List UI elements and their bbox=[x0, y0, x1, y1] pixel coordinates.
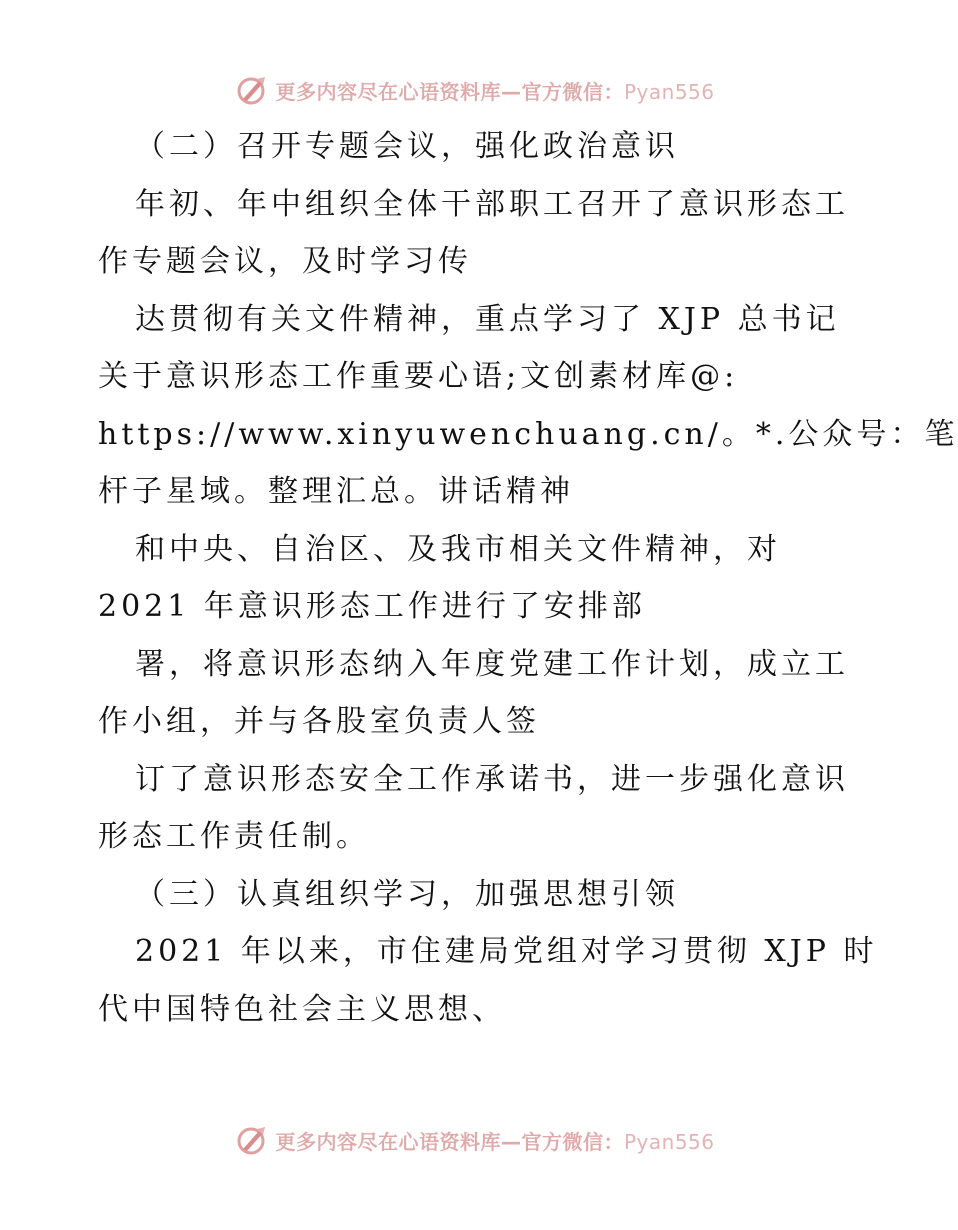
paragraph-line: 2021 年意识形态工作进行了安排部 bbox=[98, 589, 646, 624]
paragraph-line: 署，将意识形态纳入年度党建工作计划，成立工 bbox=[135, 646, 849, 682]
paragraph-line: 杆子星域。整理汇总。讲话精神 bbox=[98, 474, 574, 509]
quill-logo-icon bbox=[235, 1123, 269, 1157]
watermark-text: 更多内容尽在心语资料库—官方微信：Pyan556 bbox=[275, 1129, 715, 1154]
section-heading: （二）召开专题会议，强化政治意识 bbox=[135, 129, 679, 164]
quill-logo-icon bbox=[235, 73, 269, 107]
paragraph-line: 关于意识形态工作重要心语;文创素材库@: bbox=[98, 359, 739, 394]
header-watermark bbox=[0, 70, 950, 110]
paragraph-line: 达贯彻有关文件精神，重点学习了 XJP 总书记 bbox=[135, 301, 840, 337]
paragraph-line: 形态工作责任制。 bbox=[98, 819, 370, 854]
paragraph-line: 和中央、自治区、及我市相关文件精神，对 bbox=[135, 531, 781, 567]
paragraph-line: 作专题会议，及时学习传 bbox=[98, 244, 472, 279]
paragraph-line: 代中国特色社会主义思想、 bbox=[98, 991, 506, 1027]
document-body bbox=[98, 118, 958, 1038]
paragraph-line: 订了意识形态安全工作承诺书，进一步强化意识 bbox=[135, 761, 849, 797]
paragraph-line: https://www.xinyuwenchuang.cn/。*.公众号：笔 bbox=[98, 416, 958, 452]
paragraph-line: 年初、年中组织全体干部职工召开了意识形态工 bbox=[135, 186, 849, 222]
section-heading: （三）认真组织学习，加强思想引领 bbox=[135, 876, 679, 912]
footer-watermark bbox=[0, 1120, 950, 1160]
paragraph-line: 作小组，并与各股室负责人签 bbox=[98, 704, 540, 739]
watermark-text: 更多内容尽在心语资料库—官方微信：Pyan556 bbox=[275, 79, 715, 104]
paragraph-line: 2021 年以来，市住建局党组对学习贯彻 XJP 时 bbox=[135, 934, 878, 969]
